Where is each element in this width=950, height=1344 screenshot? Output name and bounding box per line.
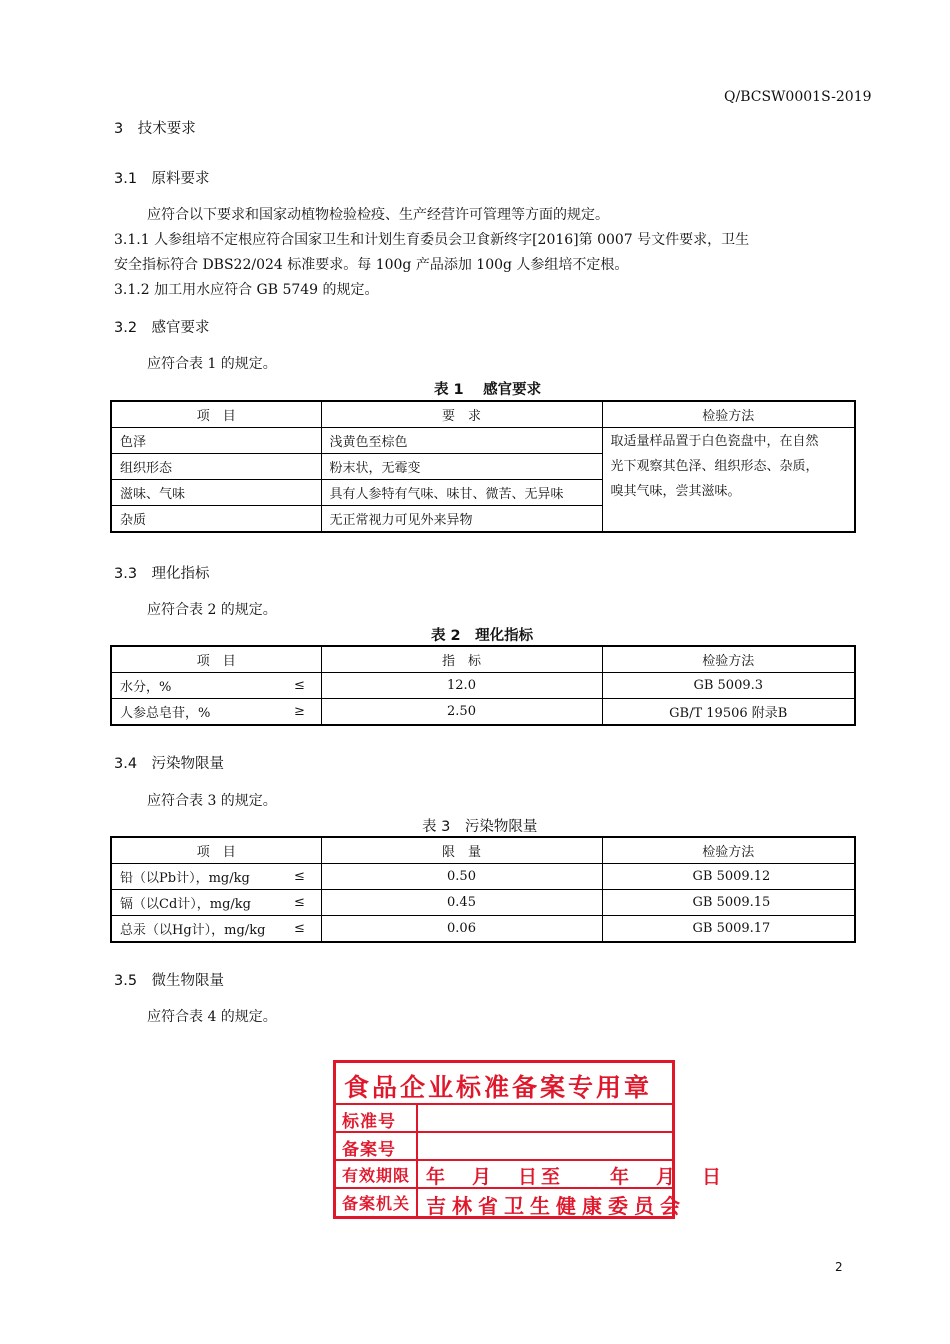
cell: GB 5009.12 — [602, 864, 855, 890]
cell: ≤ — [286, 673, 321, 699]
cell: 无正常视力可见外来异物 — [321, 506, 602, 533]
section-3-2-title: 3.2 感官要求 — [114, 320, 210, 336]
section-3-3-title: 3.3 理化指标 — [114, 566, 210, 582]
cell: 2.50 — [321, 699, 602, 726]
cell: 水分，% — [111, 673, 286, 699]
table-header: 要 求 — [321, 401, 602, 428]
paragraph: 应符合表 2 的规定。 — [147, 602, 277, 618]
table-row — [111, 428, 855, 454]
stamp-label: 备案机关 — [342, 1194, 411, 1213]
paragraph: 3.1.1 人参组培不定根应符合国家卫生和计划生育委员会卫食新终字[2016]第 0007 号文件要求，卫生 — [114, 232, 750, 248]
table-row — [111, 890, 855, 916]
stamp-validity: 年 月 日至 年 月 日 — [426, 1166, 726, 1188]
table-header: 限 量 — [321, 837, 602, 864]
cell: 镉（以Cd计），mg/kg — [111, 890, 286, 916]
page-number: 2 — [835, 1260, 843, 1274]
stamp-label: 有效期限 — [342, 1166, 411, 1185]
cell: GB 5009.3 — [602, 673, 855, 699]
paragraph: 应符合以下要求和国家动植物检验检疫、生产经营许可管理等方面的规定。 — [147, 207, 609, 223]
cell: GB/T 19506 附录B — [602, 699, 855, 726]
table-header: 项 目 — [111, 837, 321, 864]
cell: 0.50 — [321, 864, 602, 890]
table3-caption: 表 3 污染物限量 — [422, 819, 538, 835]
cell: GB 5009.17 — [602, 916, 855, 943]
table-header: 指 标 — [321, 646, 602, 673]
paragraph: 3.1.2 加工用水应符合 GB 5749 的规定。 — [114, 282, 379, 298]
cell: 铅（以Pb计），mg/kg — [111, 864, 286, 890]
cell: 色泽 — [111, 428, 321, 454]
table-header: 检验方法 — [602, 401, 855, 428]
table-header: 检验方法 — [602, 837, 855, 864]
table-row — [111, 699, 855, 726]
stamp-label: 备案号 — [342, 1140, 396, 1160]
cell: 0.45 — [321, 890, 602, 916]
section-3-4-title: 3.4 污染物限量 — [114, 756, 225, 772]
method-cell: 取适量样品置于白色瓷盘中，在自然 光下观察其色泽、组织形态、杂质， 嗅其气味，尝其滋味。 — [602, 428, 855, 533]
table-row — [111, 916, 855, 943]
cell: 粉末状，无霉变 — [321, 454, 602, 480]
stamp-title: 食品企业标准备案专用章 — [344, 1073, 653, 1102]
cell: ≥ — [286, 699, 321, 726]
section-3-1-title: 3.1 原料要求 — [114, 171, 210, 187]
table-header: 检验方法 — [602, 646, 855, 673]
cell: 杂质 — [111, 506, 321, 533]
cell: 12.0 — [321, 673, 602, 699]
paragraph: 应符合表 4 的规定。 — [147, 1009, 277, 1025]
cell: 0.06 — [321, 916, 602, 943]
table-contaminants — [110, 836, 856, 943]
stamp-label: 标准号 — [342, 1112, 396, 1132]
filing-stamp — [333, 1060, 726, 1219]
paragraph: 应符合表 1 的规定。 — [147, 356, 277, 372]
cell: 滋味、气味 — [111, 480, 321, 506]
table-physicochemical — [110, 645, 856, 726]
doc-code: Q/BCSW0001S-2019 — [724, 89, 872, 105]
table-sensory — [110, 400, 856, 533]
table2-caption: 表 2 理化指标 — [431, 628, 534, 644]
cell: 浅黄色至棕色 — [321, 428, 602, 454]
paragraph: 应符合表 3 的规定。 — [147, 793, 277, 809]
table-row — [111, 864, 855, 890]
cell: 组织形态 — [111, 454, 321, 480]
cell: 人参总皂苷，% — [111, 699, 286, 726]
stamp-authority: 吉林省卫生健康委员会 — [426, 1194, 686, 1218]
table-row — [111, 673, 855, 699]
cell: 总汞（以Hg计），mg/kg — [111, 916, 286, 943]
section-3-5-title: 3.5 微生物限量 — [114, 973, 225, 989]
table-header: 项 目 — [111, 646, 321, 673]
paragraph: 安全指标符合 DBS22/024 标准要求。每 100g 产品添加 100g 人参组培不定根。 — [114, 257, 629, 273]
table1-caption: 表 1 感官要求 — [434, 382, 542, 398]
cell: GB 5009.15 — [602, 890, 855, 916]
cell: ≤ — [286, 916, 321, 943]
table-header: 项 目 — [111, 401, 321, 428]
cell: 具有人参特有气味、味甘、微苦、无异味 — [321, 480, 602, 506]
cell: ≤ — [286, 864, 321, 890]
cell: ≤ — [286, 890, 321, 916]
section-3-title: 3 技术要求 — [114, 121, 196, 137]
